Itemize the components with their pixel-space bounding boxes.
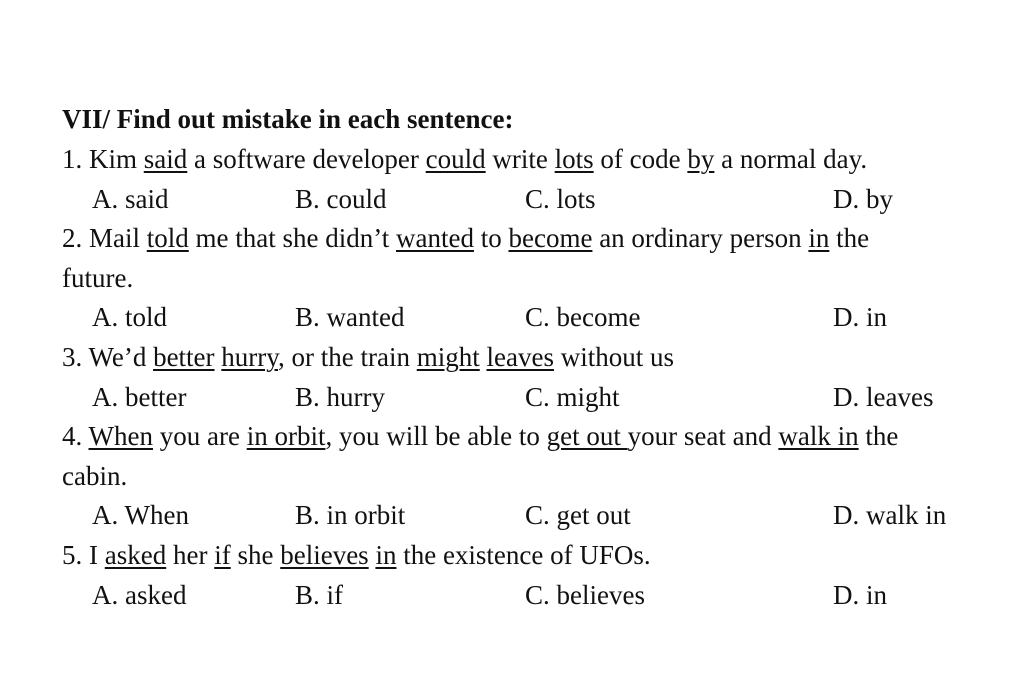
option-d: D. walk in <box>833 500 947 531</box>
option-c: C. might <box>525 381 620 412</box>
underlined-segment: told <box>146 223 189 254</box>
text-segment: I <box>89 539 105 570</box>
question-5 <box>62 536 1007 615</box>
underlined-segment: if <box>214 539 231 570</box>
question-text-line <box>62 457 1007 497</box>
underlined-segment: lots <box>554 144 594 174</box>
question-text-line <box>62 259 1007 299</box>
question-1 <box>62 140 1007 219</box>
text-segment: Kim <box>89 144 144 174</box>
underlined-segment: walk in <box>778 421 859 452</box>
option-a: A. better <box>92 381 187 412</box>
option-c: C. become <box>525 302 641 333</box>
underlined-segment: wanted <box>396 223 474 254</box>
underlined-segment: could <box>425 144 486 174</box>
question-number: 4. <box>62 421 83 452</box>
underlined-segment: by <box>687 144 715 174</box>
text-segment: without us <box>553 341 674 372</box>
text-segment: the <box>858 421 899 452</box>
underlined-segment: in <box>808 223 830 254</box>
question-text-line <box>62 536 1007 576</box>
answer-options <box>62 576 1007 616</box>
text-segment: future. <box>62 262 134 293</box>
option-d: D. in <box>833 302 887 333</box>
text-segment: cabin. <box>62 460 128 491</box>
underlined-segment: When <box>88 421 153 452</box>
text-segment: she <box>230 539 281 570</box>
option-d: D. in <box>833 579 887 610</box>
text-segment: the existence of UFOs. <box>396 539 651 570</box>
answer-options <box>62 298 1007 338</box>
text-segment: , or the train <box>278 341 417 372</box>
question-number: 3. <box>62 341 83 372</box>
answer-options <box>62 180 1007 220</box>
question-number: 1. <box>62 144 83 174</box>
underlined-segment: asked <box>104 539 167 570</box>
underlined-segment: believes <box>280 539 369 570</box>
text-segment: a normal day. <box>714 144 868 174</box>
underlined-segment: said <box>143 144 188 174</box>
underlined-segment: hurry <box>221 341 279 372</box>
question-2 <box>62 219 1007 338</box>
option-a: A. told <box>92 302 168 333</box>
question-4 <box>62 417 1007 536</box>
text-segment: you are <box>152 421 247 452</box>
option-c: C. get out <box>525 500 631 531</box>
question-text-line <box>62 140 1007 180</box>
answer-options <box>62 378 1007 418</box>
question-text-line <box>62 417 1007 457</box>
question-number: 5. <box>62 539 83 570</box>
option-b: B. in orbit <box>295 500 406 531</box>
question-text-line <box>62 219 1007 259</box>
text-segment: , you will be able to <box>325 421 547 452</box>
underlined-segment: leaves <box>486 341 554 372</box>
text-segment <box>480 342 487 372</box>
text-segment: the <box>829 223 870 254</box>
text-segment: your seat and <box>627 421 779 452</box>
option-a: A. asked <box>92 579 187 610</box>
question-text-line <box>62 338 1007 378</box>
underlined-segment: in <box>375 539 397 570</box>
option-c: C. lots <box>525 183 596 214</box>
question-3 <box>62 338 1007 417</box>
text-segment: of code <box>593 144 688 174</box>
underlined-segment: get out <box>546 421 628 452</box>
underlined-segment: might <box>416 341 480 372</box>
option-b: B. could <box>295 183 387 214</box>
question-number: 2. <box>62 223 83 254</box>
option-b: B. hurry <box>295 381 385 412</box>
answer-options <box>62 496 1007 536</box>
text-segment: a software developer <box>187 144 426 174</box>
option-a: A. When <box>92 500 189 531</box>
text-segment: Mail <box>89 223 147 254</box>
option-b: B. wanted <box>295 302 405 333</box>
text-segment: write <box>485 144 555 174</box>
option-b: B. if <box>295 579 344 610</box>
underlined-segment: in orbit <box>246 421 326 452</box>
option-c: C. believes <box>525 579 645 610</box>
exercise-document <box>62 98 1007 615</box>
text-segment: her <box>166 539 215 570</box>
text-segment: to <box>473 223 509 254</box>
text-segment: We’d <box>88 341 154 372</box>
underlined-segment: become <box>508 223 593 254</box>
underlined-segment: better <box>153 341 215 372</box>
question-list <box>62 140 1007 615</box>
option-d: D. leaves <box>833 381 934 412</box>
exercise-heading: VII/ Find out mistake in each sentence: <box>62 104 514 134</box>
option-d: D. by <box>833 183 893 214</box>
text-segment: an ordinary person <box>592 223 809 254</box>
text-segment: me that she didn’t <box>188 223 396 254</box>
option-a: A. said <box>92 183 169 214</box>
